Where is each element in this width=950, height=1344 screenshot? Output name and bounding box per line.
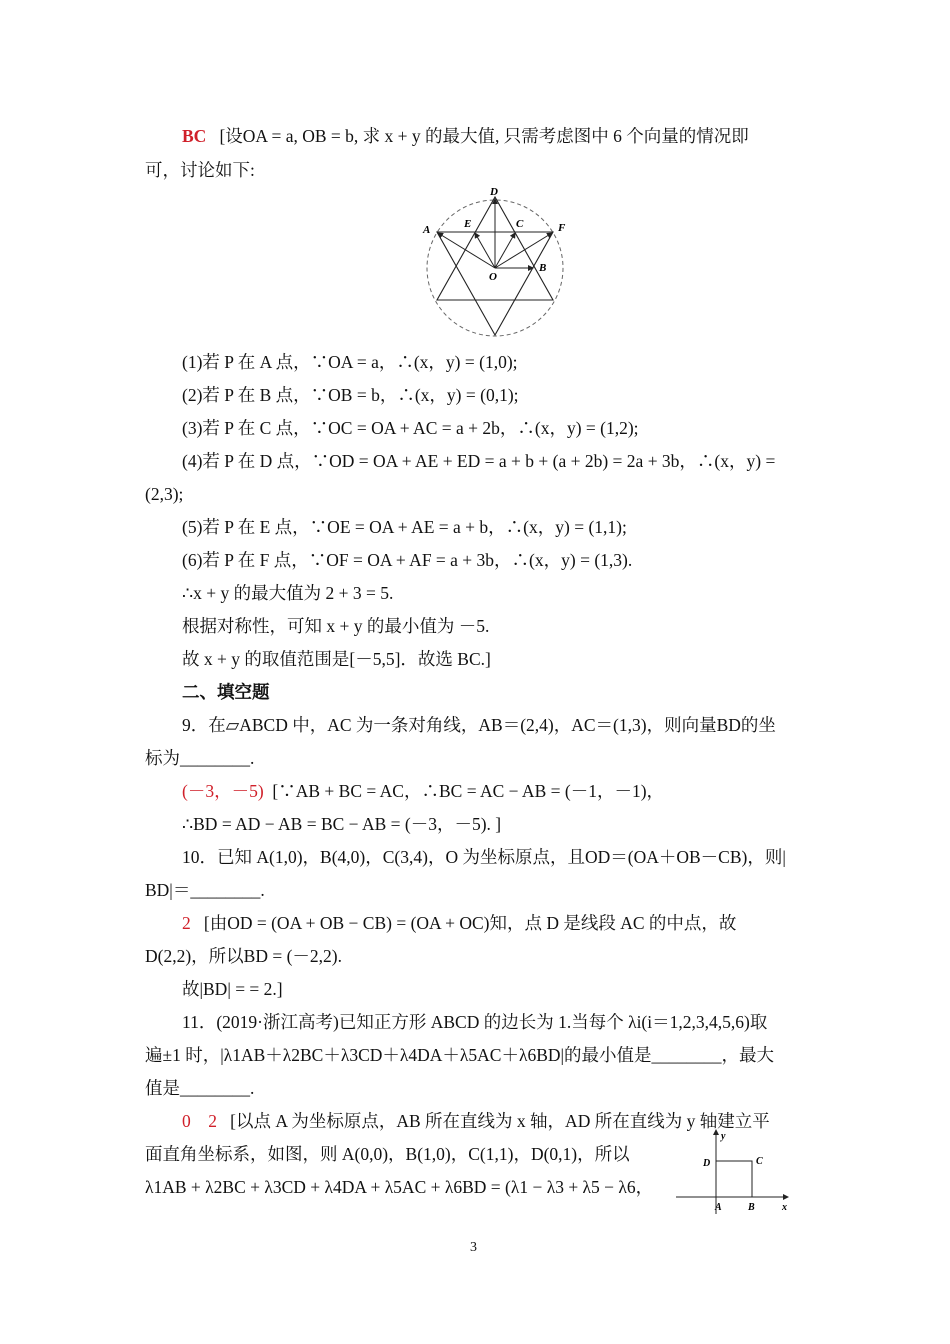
label-F: F bbox=[558, 222, 566, 234]
q10-sol3: 故|BD| = = 2.] bbox=[182, 979, 283, 999]
sol8-case2: (2)若 P 在 B 点，∵OB = b，∴(x，y) = (0,1); bbox=[182, 385, 519, 405]
q11-line1: 11．(2019·浙江高考)已知正方形 ABCD 的边长为 1.当每个 λi(i＝1,2,3,4,5,6)取 bbox=[182, 1012, 768, 1032]
q11-sol2: 面直角坐标系，如图，则 A(0,0)，B(1,0)，C(1,1)，D(0,1)，所以 bbox=[145, 1144, 630, 1164]
label-D: D bbox=[490, 186, 498, 198]
label-C: C bbox=[516, 218, 524, 230]
q10-sol2: D(2,2)，所以BD = (－2,2). bbox=[145, 946, 343, 966]
sol8-text1: [设OA = a, OB = b, 求 x + y 的最大值, 只需考虑图中 6 个向量的情况即 bbox=[219, 126, 749, 146]
section-title: 二、填空题 bbox=[182, 682, 270, 702]
label-A2: A bbox=[715, 1202, 722, 1213]
label-x: x bbox=[782, 1202, 787, 1213]
q11-line2: 遍±1 时，|λ1AB＋λ2BC＋λ3CD＋λ4DA＋λ5AC＋λ6BD|的最小值是________，最大 bbox=[145, 1045, 775, 1065]
sol8-case4b: (2,3); bbox=[145, 484, 184, 504]
sol8-answer: BC bbox=[182, 126, 207, 146]
label-O: O bbox=[489, 271, 497, 283]
q10-line2: BD|＝________. bbox=[145, 880, 265, 900]
label-B: B bbox=[539, 262, 547, 274]
vector-OC bbox=[495, 233, 515, 268]
q9-line2: 标为________. bbox=[145, 748, 255, 768]
q9-sol1 bbox=[182, 779, 664, 803]
q11-sol1-text: [以点 A 为坐标原点，AB 所在直线为 x 轴，AD 所在直线为 y 轴建立平 bbox=[230, 1111, 770, 1131]
label-E: E bbox=[464, 218, 472, 230]
vector-OE bbox=[475, 233, 495, 268]
label-C2: C bbox=[756, 1156, 763, 1167]
vectors bbox=[438, 199, 552, 268]
q9-sol1-text: [∵AB + BC = AC，∴BC = AC − AB = (－1，－1)， bbox=[272, 781, 665, 801]
q11-line3: 值是________. bbox=[145, 1078, 255, 1098]
q10-sol1 bbox=[182, 911, 736, 935]
q9-sol2: ∴BD = AD − AB = BC − AB = (－3，－5). ] bbox=[182, 814, 502, 834]
q11-answer: 0 2 bbox=[182, 1111, 217, 1131]
sol8-max: ∴x + y 的最大值为 2 + 3 = 5. bbox=[182, 583, 394, 603]
q9-answer: (－3，－5) bbox=[182, 781, 264, 801]
sol8-line1 bbox=[182, 124, 749, 148]
hexagram-figure bbox=[420, 185, 570, 340]
label-y: y bbox=[721, 1131, 726, 1142]
q9-line1: 9．在▱ABCD 中，AC 为一条对角线，AB＝(2,4)，AC＝(1,3)，则向量BD的坐 bbox=[182, 715, 776, 735]
label-D2: D bbox=[703, 1158, 711, 1169]
sol8-case1: (1)若 P 在 A 点，∵OA = a，∴(x，y) = (1,0); bbox=[182, 352, 518, 372]
sol8-range: 故 x + y 的取值范围是[－5,5]．故选 BC.] bbox=[182, 649, 491, 669]
label-B2: B bbox=[748, 1202, 755, 1213]
sol8-case6: (6)若 P 在 F 点，∵OF = OA + AF = a + 3b，∴(x，y) = (1,3). bbox=[182, 550, 633, 570]
sol8-case3: (3)若 P 在 C 点，∵OC = OA + AC = a + 2b，∴(x，y) = (1,2); bbox=[182, 418, 639, 438]
sol8-line2: 可，讨论如下: bbox=[145, 160, 255, 180]
page-number: 3 bbox=[470, 1240, 477, 1255]
square-figure bbox=[672, 1126, 797, 1218]
q10-sol1-text: [由OD = (OA + OB − CB) = (OA + OC)知，点 D 是线段 AC 的中点，故 bbox=[203, 913, 737, 933]
sol8-case4a: (4)若 P 在 D 点，∵OD = OA + AE + ED = a + b + (a + 2b) = 2a + 3b，∴(x，y) = bbox=[182, 451, 776, 471]
label-A: A bbox=[423, 224, 431, 236]
sol8-min: 根据对称性，可知 x + y 的最小值为 －5. bbox=[182, 616, 490, 636]
q11-sol3: λ1AB + λ2BC + λ3CD + λ4DA + λ5AC + λ6BD = (λ1 − λ3 + λ5 − λ6， bbox=[145, 1177, 654, 1197]
sol8-case5: (5)若 P 在 E 点，∵OE = OA + AE = a + b，∴(x，y) = (1,1); bbox=[182, 517, 627, 537]
unit-square bbox=[716, 1161, 752, 1197]
q10-answer: 2 bbox=[182, 913, 191, 933]
vector-OA bbox=[438, 233, 495, 268]
q10-line1: 10．已知 A(1,0)，B(4,0)，C(3,4)，O 为坐标原点，且OD＝(OA＋OB－CB)，则| bbox=[182, 847, 786, 867]
